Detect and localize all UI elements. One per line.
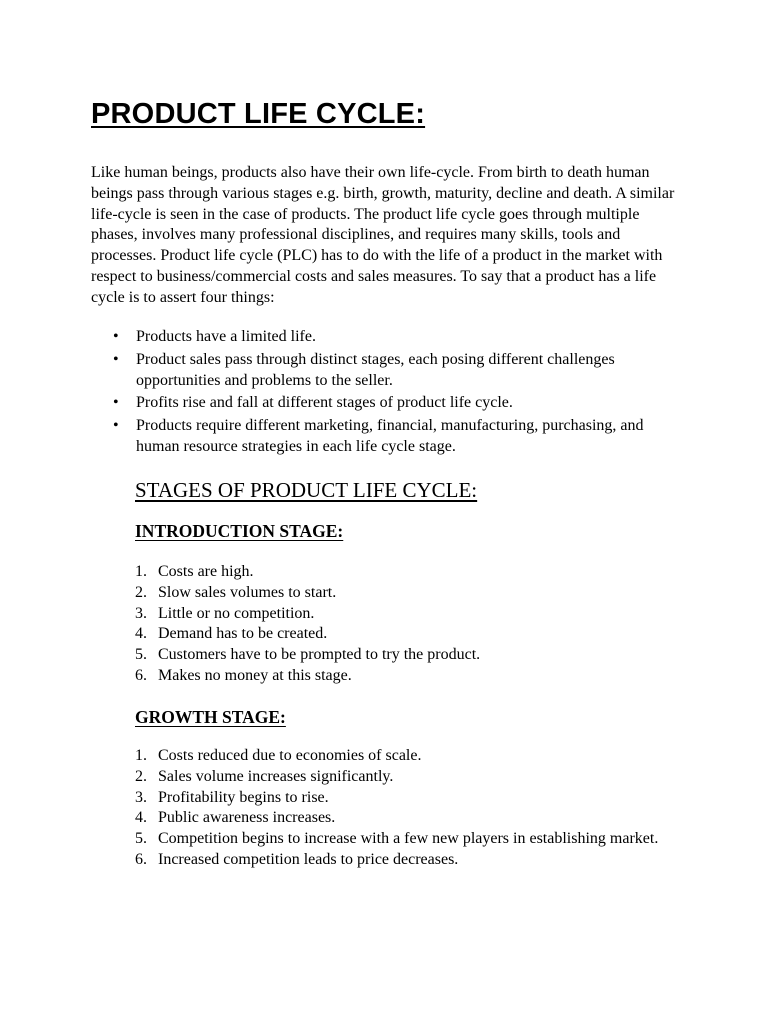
bullet-list xyxy=(91,327,691,460)
list-number: 2. xyxy=(135,767,147,785)
list-item xyxy=(135,583,675,604)
list-item xyxy=(135,829,675,850)
list-number: 5. xyxy=(135,830,147,848)
list-item xyxy=(135,767,675,788)
growth-stage-list xyxy=(135,746,675,871)
list-number: 1. xyxy=(135,563,147,580)
bullet-item xyxy=(91,350,691,392)
list-item xyxy=(135,850,675,871)
introduction-stage-list xyxy=(135,562,675,687)
list-text: Competition begins to increase with a few new players in establishing market. xyxy=(158,830,659,848)
list-text: Public awareness increases. xyxy=(158,809,336,827)
bullet-icon: • xyxy=(113,350,119,368)
page-title: PRODUCT LIFE CYCLE: xyxy=(91,98,426,130)
list-text: Costs reduced due to economies of scale. xyxy=(158,747,422,764)
list-text: Increased competition leads to price decreases. xyxy=(158,850,459,868)
list-item xyxy=(135,562,675,583)
list-number: 1. xyxy=(135,747,147,764)
bullet-text: Product sales pass through distinct stages, each posing different challenges opportunities and problems to the seller. xyxy=(136,350,615,389)
list-text: Sales volume increases significantly. xyxy=(158,767,394,785)
intro-paragraph: Like human beings, products also have their own life-cycle. From birth to death human beings pass through various stages e.g. birth, growth, maturity, decline and death. A similar life-cycle is seen in the case of products. The product life cycle goes through multiple phases, involves many professional disciplines, and requires many skills, tools and processes. Product life cycle (PLC) has to do with the life of a product in the market with respect to business/commercial costs and sales measures. To say that a product has a life cycle is to assert four things: xyxy=(91,164,675,306)
bullet-icon: • xyxy=(113,328,119,345)
list-number: 4. xyxy=(135,625,147,643)
list-number: 5. xyxy=(135,646,147,664)
list-text: Demand has to be created. xyxy=(158,625,328,643)
list-number: 4. xyxy=(135,809,147,827)
list-item xyxy=(135,645,675,666)
list-text: Slow sales volumes to start. xyxy=(158,583,337,601)
list-item xyxy=(135,808,675,829)
list-number: 3. xyxy=(135,788,147,806)
growth-stage-heading: GROWTH STAGE: xyxy=(135,707,286,727)
list-item xyxy=(135,604,675,625)
bullet-icon: • xyxy=(113,417,119,435)
introduction-stage-heading: INTRODUCTION STAGE: xyxy=(135,521,344,541)
list-item xyxy=(135,746,675,767)
list-item xyxy=(135,624,675,645)
stages-heading: STAGES OF PRODUCT LIFE CYCLE: xyxy=(135,478,478,502)
bullet-item xyxy=(91,416,691,458)
bullet-text: Products require different marketing, financial, manufacturing, purchasing, and human resource strategies in each life cycle stage. xyxy=(136,417,644,455)
bullet-text: Profits rise and fall at different stages of product life cycle. xyxy=(136,394,513,412)
list-text: Customers have to be prompted to try the product. xyxy=(158,646,481,664)
bullet-text: Products have a limited life. xyxy=(136,328,316,345)
list-text: Makes no money at this stage. xyxy=(158,666,352,684)
list-text: Profitability begins to rise. xyxy=(158,788,329,806)
list-number: 3. xyxy=(135,604,147,622)
list-item xyxy=(135,788,675,809)
bullet-item xyxy=(91,327,691,348)
bullet-item xyxy=(91,393,691,414)
list-number: 2. xyxy=(135,583,147,601)
list-text: Costs are high. xyxy=(158,563,254,580)
list-item xyxy=(135,666,675,687)
bullet-icon: • xyxy=(113,394,119,412)
list-number: 6. xyxy=(135,850,147,868)
list-text: Little or no competition. xyxy=(158,604,315,622)
list-number: 6. xyxy=(135,666,147,684)
